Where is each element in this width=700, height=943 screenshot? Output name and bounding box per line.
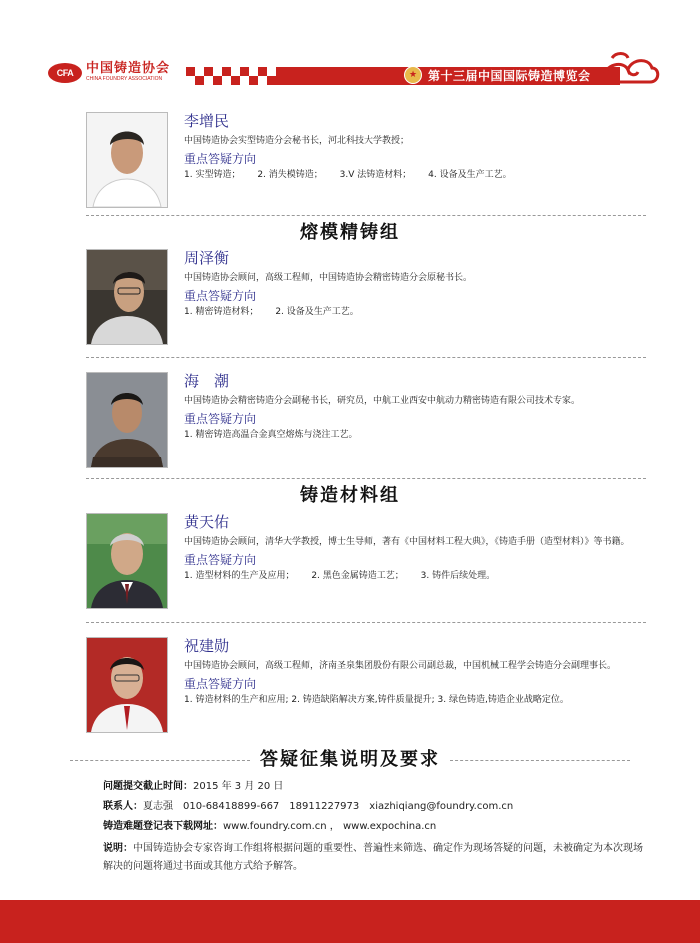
expert-description: 中国铸造协会实型铸造分会秘书长，河北科技大学教授； xyxy=(184,136,410,146)
divider xyxy=(86,478,646,479)
expert-description: 中国铸造协会顾问，高级工程师，中国铸造协会精密铸造分会原秘书长。 xyxy=(184,273,473,283)
expert-description: 中国铸造协会精密铸造分会副秘书长，研究员，中航工业西安中航动力精密铸造有限公司技术专家。 xyxy=(184,396,581,406)
expert-photo xyxy=(86,249,168,345)
focus-item: 3.V 法铸造材料； xyxy=(339,170,412,180)
expert-photo xyxy=(86,372,168,468)
section-title-investment: 熔模精铸组 xyxy=(300,222,400,243)
org-name-en: CHINA FOUNDRY ASSOCIATION xyxy=(86,76,163,82)
focus-heading: 重点答疑方向 xyxy=(184,677,257,691)
page-header xyxy=(0,0,700,100)
title-rule-left xyxy=(70,760,250,761)
expert-name: 祝建勋 xyxy=(184,637,230,655)
deadline-value: 2015 年 3 月 20 日 xyxy=(193,781,284,792)
focus-items xyxy=(184,570,644,582)
divider xyxy=(86,215,646,216)
expert-name: 李增民 xyxy=(184,112,230,130)
cfa-logo xyxy=(48,62,170,83)
notice-download xyxy=(103,820,643,834)
expert-card xyxy=(86,513,646,608)
focus-item: 1. 造型材料的生产及应用； xyxy=(184,571,295,581)
focus-item: 2. 黑色金属铸造工艺； xyxy=(311,571,404,581)
expert-description: 中国铸造协会顾问，清华大学教授，博士生导师，著有《中国材料工程大典》，《铸造手册（造型材料）》等书籍。 xyxy=(184,537,630,547)
title-rule-right xyxy=(450,760,630,761)
checker-pattern-icon xyxy=(186,62,296,90)
section-title-notice: 答疑征集说明及要求 xyxy=(0,745,700,771)
expert-photo xyxy=(86,637,168,733)
expert-description: 中国铸造协会顾问，高级工程师，济南圣泉集团股份有限公司副总裁，中国机械工程学会铸造分会副理事长。 xyxy=(184,661,617,671)
expert-name: 黄天佑 xyxy=(184,513,230,531)
notice-contact xyxy=(103,800,643,814)
footer-band xyxy=(0,900,700,943)
contact-value: 夏志强 010-68418899-667 18911227973 xiazhiqiang@foundry.com.cn xyxy=(143,801,514,812)
focus-item: 1. 精密铸造材料； xyxy=(184,307,259,317)
cfa-logo-icon: CFA xyxy=(48,63,82,83)
expo-title xyxy=(404,64,591,86)
focus-item: 1. 精密铸造高温合金真空熔炼与浇注工艺。 xyxy=(184,430,358,440)
focus-heading: 重点答疑方向 xyxy=(184,152,257,166)
expo-emblem-icon: ★ xyxy=(404,66,422,84)
expert-photo xyxy=(86,513,168,609)
focus-item: 1. 铸造材料的生产和应用; 2. 铸造缺陷解决方案,铸件质量提升; 3. 绿色铸造,铸造企业战略定位。 xyxy=(184,695,569,705)
auspicious-cloud-icon xyxy=(600,46,662,96)
focus-heading: 重点答疑方向 xyxy=(184,412,257,426)
note-text: 中国铸造协会专家咨询工作组将根据问题的重要性、普遍性来筛选、确定作为现场答疑的问题，未被确定为本次现场解决的问题将通过书面或其他方式给予解答。 xyxy=(103,843,643,872)
expert-card xyxy=(86,112,646,207)
expert-name: 海 潮 xyxy=(184,372,230,390)
note-label: 说明： xyxy=(103,843,133,854)
divider xyxy=(86,622,646,623)
download-label: 铸造难题登记表下载网址： xyxy=(103,821,223,832)
focus-item: 2. 消失模铸造； xyxy=(257,170,323,180)
expert-card xyxy=(86,372,646,467)
focus-items xyxy=(184,429,644,441)
expert-name: 周泽衡 xyxy=(184,249,230,267)
expert-card xyxy=(86,249,646,344)
focus-items xyxy=(184,694,644,706)
focus-item: 1. 实型铸造； xyxy=(184,170,241,180)
focus-heading: 重点答疑方向 xyxy=(184,553,257,567)
focus-item: 3. 铸件后续处理。 xyxy=(420,571,496,581)
contact-label: 联系人： xyxy=(103,801,143,812)
divider xyxy=(86,357,646,358)
notice-note xyxy=(103,840,643,876)
download-urls[interactable]: www.foundry.com.cn ， www.expochina.cn xyxy=(223,821,437,832)
notice-deadline xyxy=(103,780,643,794)
focus-items xyxy=(184,306,644,318)
deadline-label: 问题提交截止时间： xyxy=(103,781,193,792)
focus-heading: 重点答疑方向 xyxy=(184,289,257,303)
expert-photo xyxy=(86,112,168,208)
expo-title-text: 第十三届中国国际铸造博览会 xyxy=(428,68,591,83)
focus-item: 2. 设备及生产工艺。 xyxy=(275,307,359,317)
org-name-cn: 中国铸造协会 xyxy=(86,61,171,76)
expert-card xyxy=(86,637,646,732)
section-title-materials: 铸造材料组 xyxy=(300,485,400,506)
focus-items xyxy=(184,169,644,181)
focus-item: 4. 设备及生产工艺。 xyxy=(428,170,512,180)
